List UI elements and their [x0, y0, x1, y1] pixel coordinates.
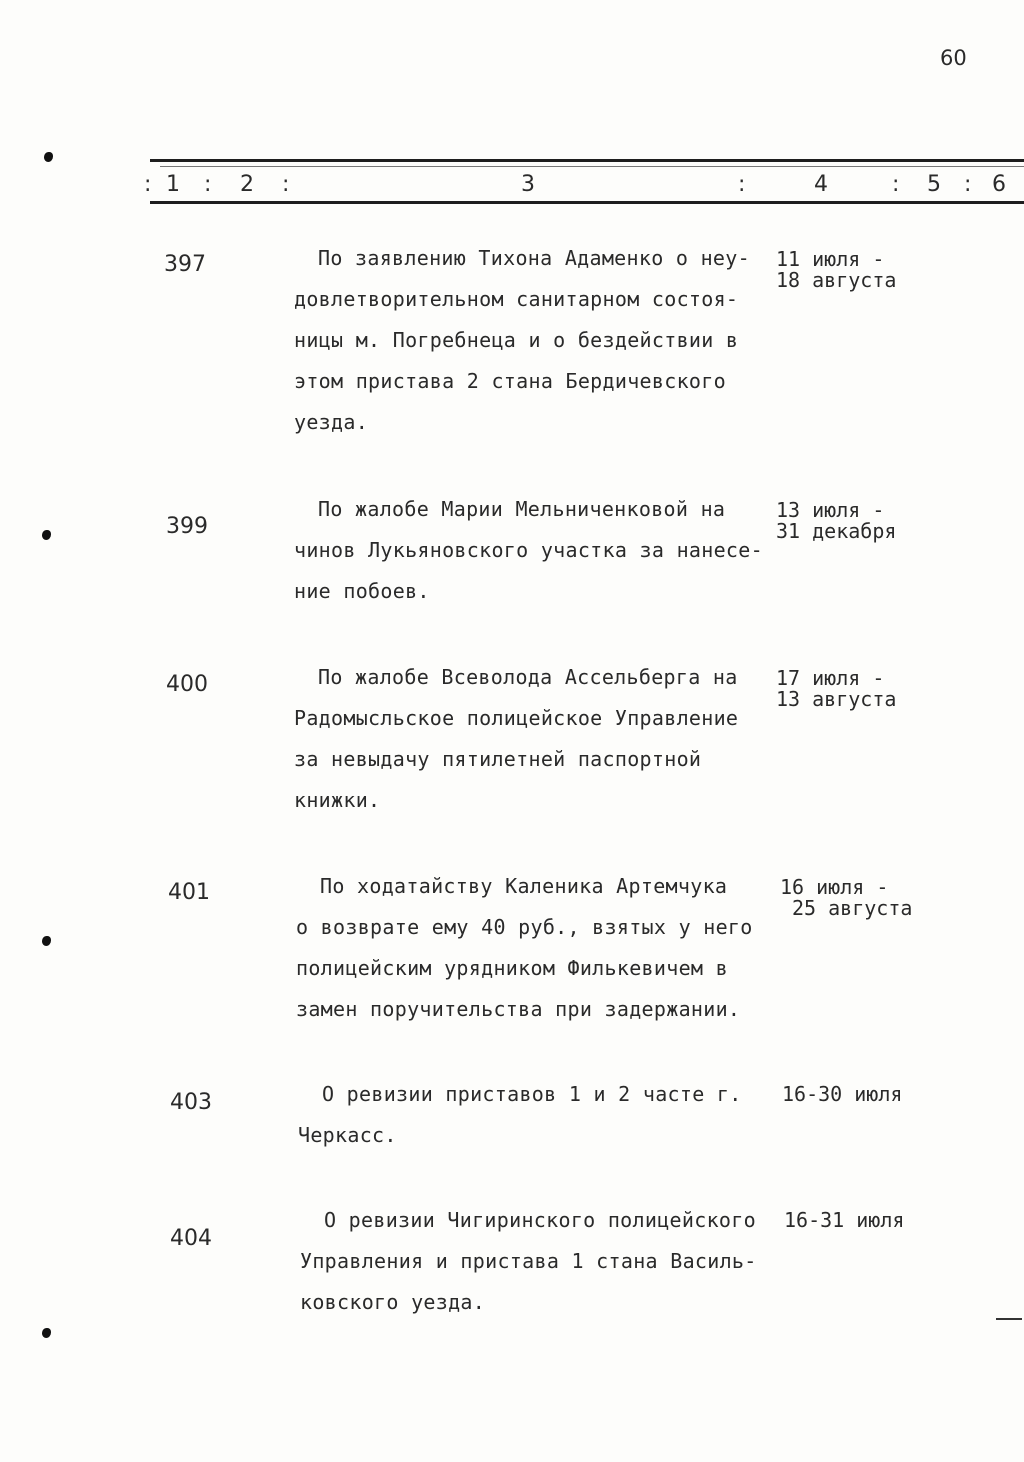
description-line: По ходатайству Каленика Артемчука [320, 874, 728, 898]
record-dates [780, 877, 912, 919]
description-line: По жалобе Марии Мельниченковой на [318, 497, 726, 521]
record-number: 400 [166, 672, 208, 697]
table-header-rule-top [150, 159, 1024, 162]
record-description [296, 866, 776, 1030]
description-line: Черкасс. [298, 1123, 397, 1147]
date-end: 13 августа [776, 687, 897, 711]
date-start: 13 июля - [776, 498, 885, 522]
binding-hole-mark [42, 1328, 51, 1338]
column-header: 3 [521, 172, 535, 197]
record-dates [776, 500, 896, 542]
description-line: По жалобе Всеволода Ассельберга на [318, 665, 738, 689]
description-line: этом пристава 2 стана Бердичевского [294, 369, 726, 393]
record-dates [776, 668, 896, 710]
column-separator: : [204, 172, 212, 197]
column-header: 1 [166, 172, 180, 197]
date-start: 17 июля - [776, 666, 885, 690]
description-line: чинов Лукьяновского участка за нанесе- [294, 538, 763, 562]
column-header: 6 [992, 172, 1006, 197]
column-header: 4 [814, 172, 828, 197]
column-header: 2 [240, 172, 254, 197]
record-description [294, 489, 774, 612]
description-line: ковского уезда. [300, 1290, 486, 1314]
column-separator: : [144, 172, 152, 197]
description-line: О ревизии Чигиринского полицейского [324, 1208, 756, 1232]
column-header: 5 [927, 172, 941, 197]
description-line: полицейским урядником Филькевичем в [296, 956, 728, 980]
record-dates [784, 1210, 904, 1231]
date-end: 18 августа [776, 268, 897, 292]
record-number: 401 [168, 880, 210, 905]
record-number: 399 [166, 514, 208, 539]
column-separator: : [892, 172, 900, 197]
binding-hole-mark [42, 530, 51, 540]
record-dates [782, 1084, 902, 1105]
record-dates [776, 249, 896, 291]
binding-hole-mark [44, 152, 53, 162]
record-number: 403 [170, 1090, 212, 1115]
page-number: 60 [940, 46, 967, 70]
column-separator: : [282, 172, 290, 197]
description-line: довлетворительном санитарном состоя- [294, 287, 739, 311]
description-line: ницы м. Погребнеца и о бездействии в [294, 328, 739, 352]
record-description [294, 657, 774, 821]
description-line: О ревизии приставов 1 и 2 часте г. [322, 1082, 742, 1106]
date-start: 16-30 июля [782, 1082, 903, 1106]
column-separator: : [738, 172, 746, 197]
edge-dash-mark [996, 1318, 1022, 1320]
description-line: ние побоев. [294, 579, 430, 603]
description-line: о возврате ему 40 руб., взятых у него [296, 915, 753, 939]
date-start: 11 июля - [776, 247, 885, 271]
description-line: Управления и пристава 1 стана Василь- [300, 1249, 757, 1273]
description-line: за невыдачу пятилетней паспортной [294, 747, 702, 771]
record-number: 397 [164, 252, 206, 277]
description-line: Радомысльское полицейское Управление [294, 706, 739, 730]
description-line: уезда. [294, 410, 369, 434]
binding-hole-mark [42, 936, 51, 946]
description-line: замен поручительства при задержании. [296, 997, 741, 1021]
record-description [300, 1200, 780, 1323]
record-description [298, 1074, 778, 1156]
record-description [294, 238, 774, 443]
column-separator: : [964, 172, 972, 197]
date-end: 25 августа [792, 896, 913, 920]
description-line: По заявлению Тихона Адаменко о неу- [318, 246, 750, 270]
table-header-rule-bottom [150, 201, 1024, 204]
description-line: книжки. [294, 788, 381, 812]
table-header-rule-thin [160, 166, 1024, 167]
date-end: 31 декабря [776, 519, 897, 543]
record-number: 404 [170, 1226, 212, 1251]
date-start: 16 июля - [780, 875, 889, 899]
date-start: 16-31 июля [784, 1208, 905, 1232]
